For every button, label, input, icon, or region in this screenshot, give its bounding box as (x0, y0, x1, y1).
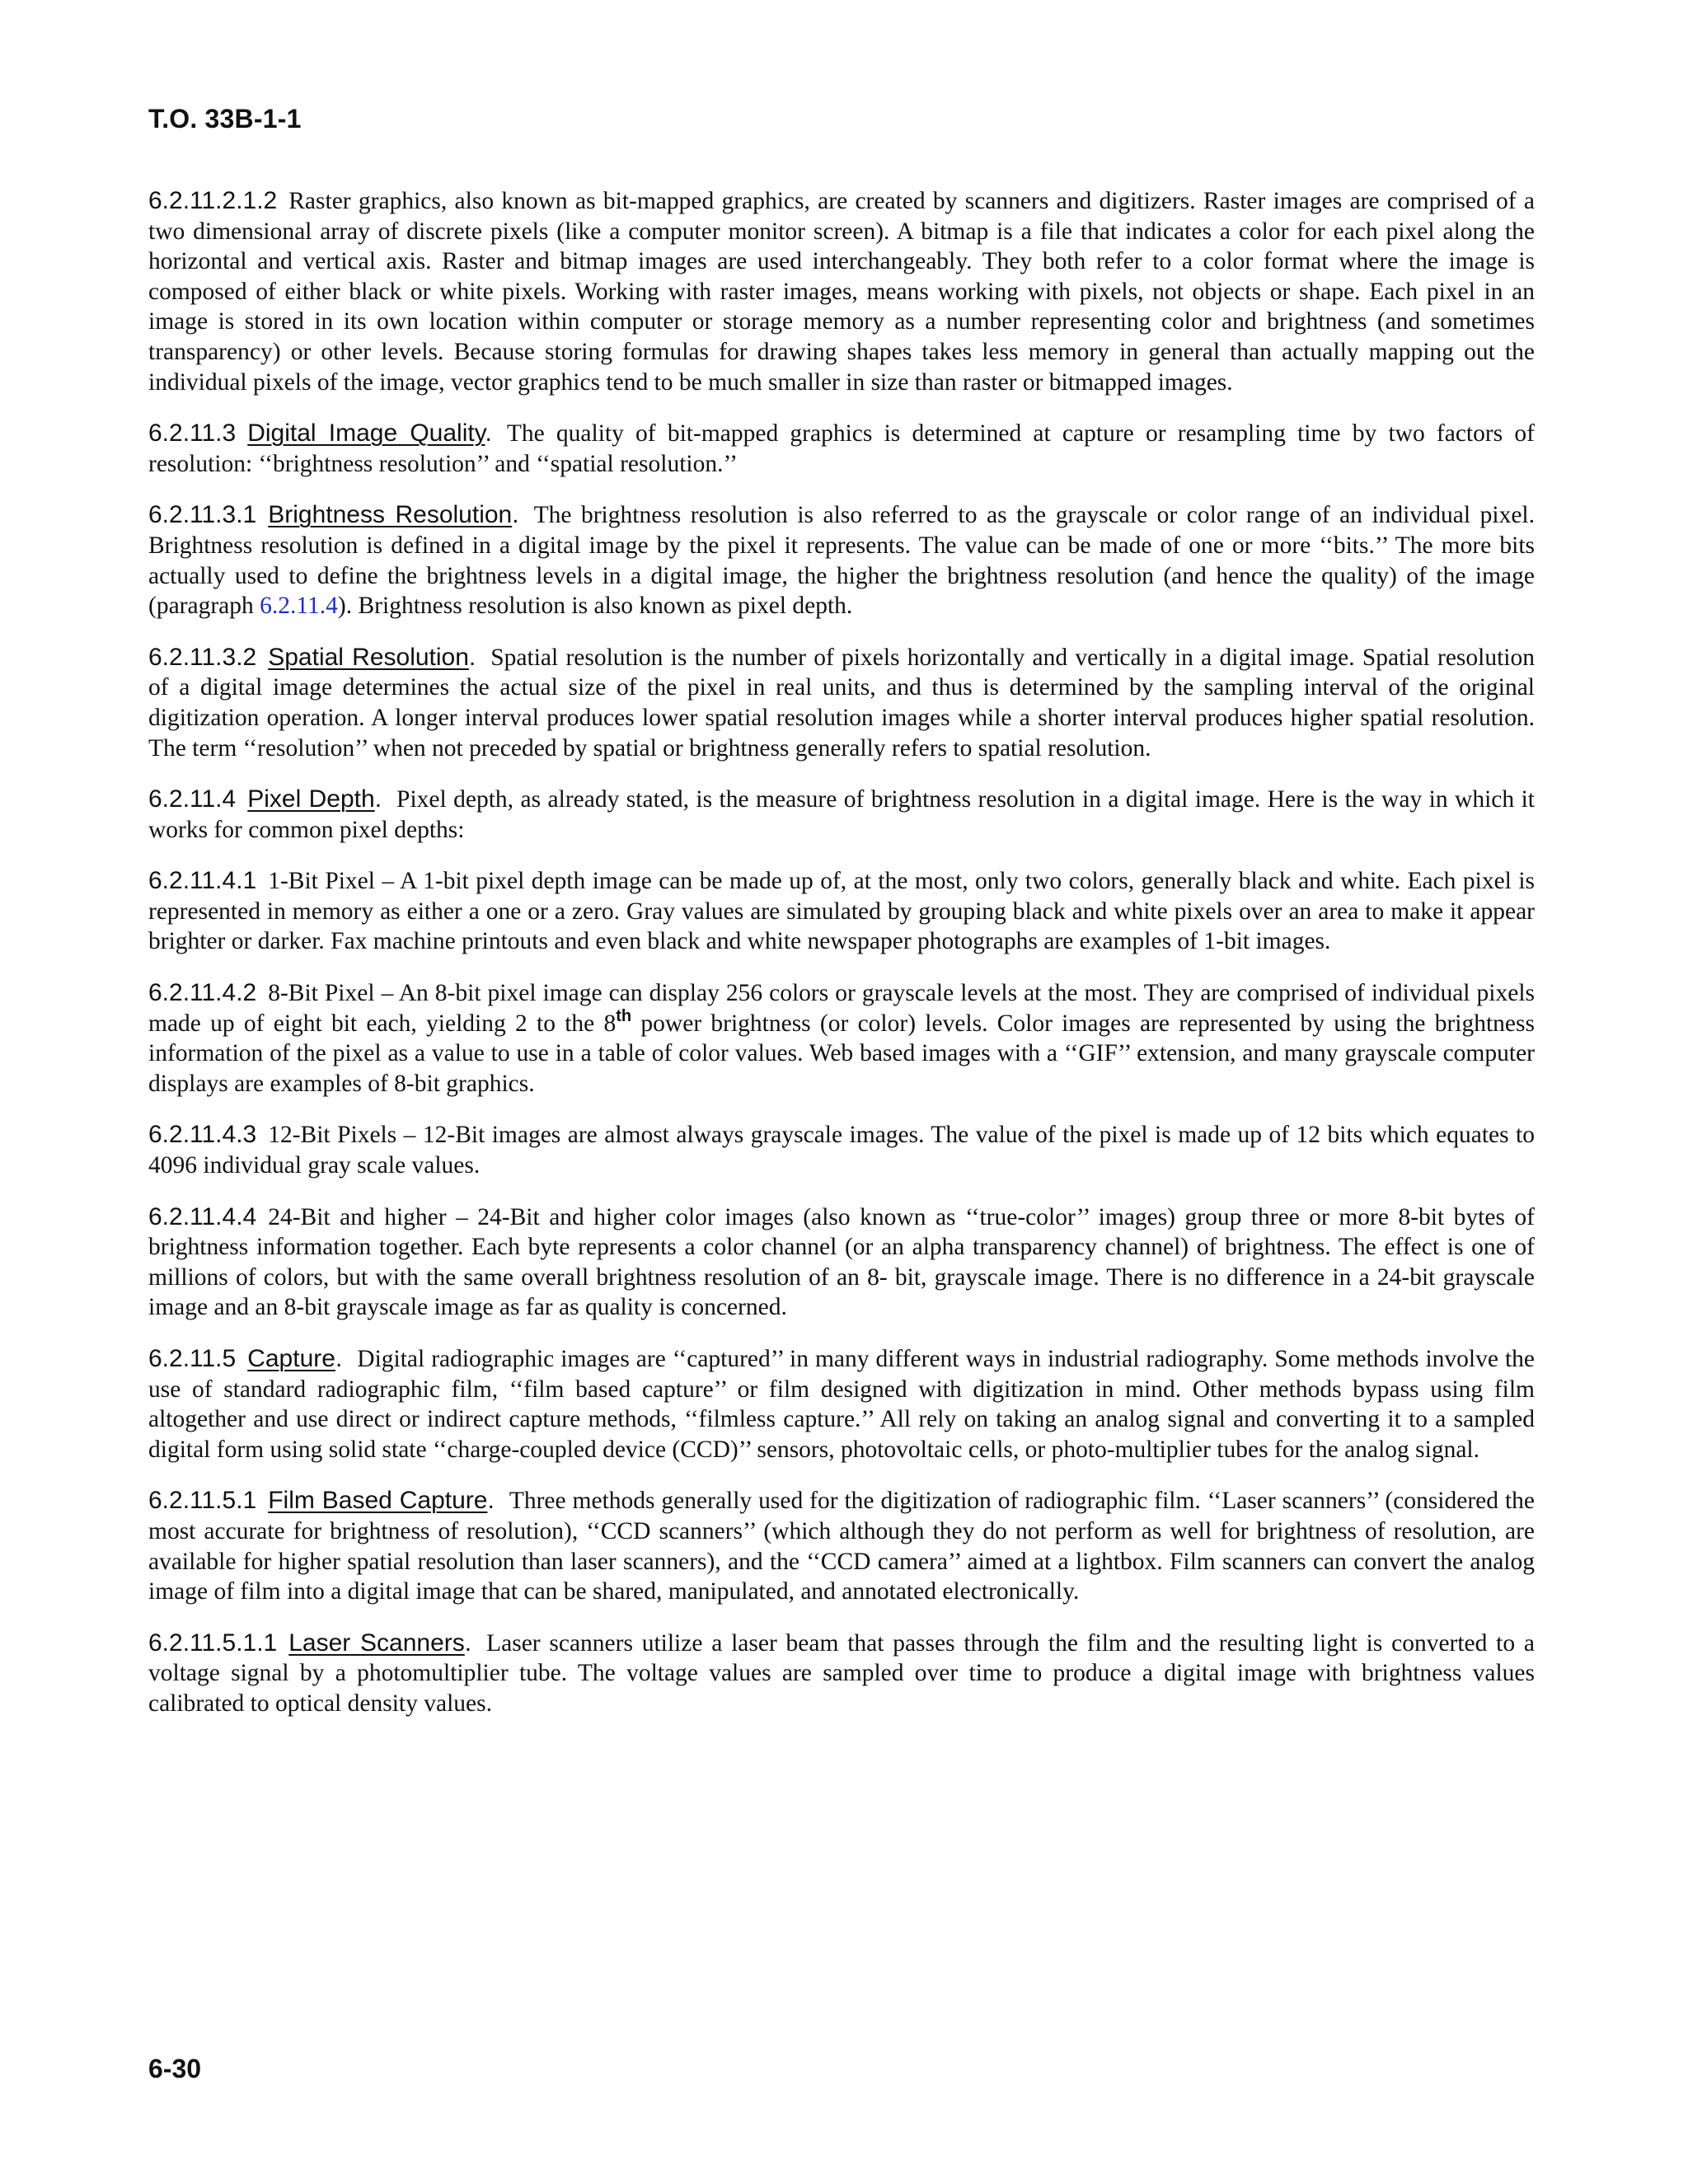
paragraph-number: 6.2.11.4.3 (148, 1121, 257, 1149)
paragraph-title: Digital Image Quality (247, 419, 485, 448)
paragraph-text: Laser scanners utilize a laser beam that passes through the film and the resulting light is converted to a voltage signal by a photomultiplier tube. The voltage values are sampled over time to produce a digital image with brightness values calibrated to optical density values. (148, 1629, 1535, 1717)
paragraph-text: 8-Bit Pixel – An 8-bit pixel image can display 256 colors or grayscale levels at the most. They are comprised of individual pixels made up of eight bit each, yielding 2 to the 8 (148, 980, 1535, 1037)
paragraph-title: Capture (247, 1345, 335, 1372)
page-body (148, 186, 1535, 1741)
paragraph-number: 6.2.11.4.2 (148, 979, 257, 1007)
paragraph-6-2-11-5-1-1 (148, 1629, 1535, 1719)
paragraph-text: Spatial resolution is the number of pixels horizontally and vertically in a digital image. Spatial resolution of a digital image determines the actual size of the pixel in real units, and thus is determined by the sampling interval of the original digitization operation. A longer interval produces lower spatial resolution images while a shorter interval produces higher spatial resolution. The term ‘‘resolution’’ when not preceded by spatial or brightness generally refers to spatial resolution. (148, 644, 1535, 762)
paragraph-6-2-11-5 (148, 1344, 1535, 1465)
title-period: . (487, 1487, 495, 1515)
paragraph-title: Brightness Resolution (268, 501, 513, 529)
paragraph-title: Spatial Resolution (268, 643, 469, 671)
title-period: . (485, 419, 492, 448)
paragraph-number: 6.2.11.3.1 (148, 501, 257, 529)
paragraph-6-2-11-4-3 (148, 1120, 1535, 1180)
paragraph-text: Digital radiographic images are ‘‘captured’’ in many different ways in industrial radiography. Some methods involve the use of standard radiographic film, ‘‘film based capture’’ or film designed with digitization in mind. Other methods bypass using film altogether and use direct or indirect capture methods, ‘‘filmless capture.’’ All rely on taking an analog signal and converting it to a sampled digital form using solid state ‘‘charge-coupled device (CCD)’’ sensors, photovoltaic cells, or photo-multiplier tubes for the analog signal. (148, 1346, 1535, 1463)
title-period: . (464, 1629, 472, 1657)
paragraph-number: 6.2.11.3.2 (148, 643, 257, 671)
paragraph-number: 6.2.11.4.1 (148, 867, 257, 895)
paragraph-6-2-11-4-4 (148, 1202, 1535, 1323)
paragraph-number: 6.2.11.5 (148, 1345, 237, 1372)
paragraph-text: 12-Bit Pixels – 12-Bit images are almost always grayscale images. The value of the pixel is made up of 12 bits which equates to 4096 individual gray scale values. (148, 1122, 1535, 1179)
paragraph-title: Laser Scanners (288, 1629, 465, 1657)
paragraph-title: Pixel Depth (247, 785, 375, 813)
paragraph-text: Three methods generally used for the digitization of radiographic film. ‘‘Laser scanners’’ (considered the most accurate for brightness of resolution), ‘‘CCD scanners’’ (which although they do not perform as well for brightness of resolution, are available for higher spatial resolution than laser scanners), and the ‘‘CCD camera’’ aimed at a lightbox. Film scanners can convert the analog image of film into a digital image that can be shared, manipulated, and annotated electronically. (148, 1488, 1535, 1605)
title-period: . (335, 1345, 343, 1372)
paragraph-number: 6.2.11.2.1.2 (148, 187, 278, 214)
paragraph-6-2-11-3-1 (148, 500, 1535, 621)
paragraph-text: 1-Bit Pixel – A 1-bit pixel depth image can be made up of, at the most, only two colors, generally black and white. Each pixel is represented in memory as either a one or a zero. Gray values are simulated by grouping black and white pixels over an area to make it appear brighter or darker. Fax machine printouts and even black and white newspaper photographs are examples of 1-bit images. (148, 868, 1535, 955)
page-footer-number: 6-30 (148, 2054, 202, 2083)
paragraph-number: 6.2.11.3 (148, 419, 237, 448)
paragraph-text: 24-Bit and higher – 24-Bit and higher color images (also known as ‘‘true-color’’ images) group three or more 8-bit bytes of brightness information together. Each byte represents a color channel (or an alpha transparency channel) of brightness. The effect is one of millions of colors, but with the same overall brightness resolution of an 8- bit, grayscale image. There is no difference in a 24-bit grayscale image and an 8-bit grayscale image as far as quality is concerned. (148, 1203, 1535, 1321)
title-period: . (374, 785, 382, 813)
paragraph-text: Raster graphics, also known as bit-mapped graphics, are created by scanners and digitizers. Raster images are comprised of a two dimensional array of discrete pixels (like a computer monitor screen). A bitmap is a file that indicates a color for each pixel along the horizontal and vertical axis. Raster and bitmap images are used interchangeably. They both refer to a color format where the image is composed of either black or white pixels. Working with raster images, means working with pixels, not objects or shape. Each pixel in an image is stored in its own location within computer or storage memory as a number representing color and brightness (and sometimes transparency) or other levels. Because storing formulas for drawing shapes takes less memory in general than actually mapping out the individual pixels of the image, vector graphics tend to be much smaller in size than raster or bitmapped images. (148, 188, 1535, 396)
paragraph-text: Pixel depth, as already stated, is the measure of brightness resolution in a digital image. Here is the way in which it works for common pixel depths: (148, 786, 1535, 843)
paragraph-text-continued: ). Brightness resolution is also known as pixel depth. (337, 593, 853, 620)
paragraph-6-2-11-2-1-2 (148, 186, 1535, 397)
title-period: . (512, 501, 519, 529)
paragraph-text: The brightness resolution is also referred to as the grayscale or color range of an individual pixel. Brightness resolution is defined in a digital image by the pixel it represents. The value can be made of one or more ‘‘bits.’’ The more bits actually used to define the brightness levels in a digital image, the higher the brightness resolution (and hence the quality) of the image (paragraph (148, 502, 1535, 620)
paragraph-number: 6.2.11.4 (148, 785, 237, 813)
page-header-doc-id: T.O. 33B-1-1 (148, 104, 302, 134)
paragraph-number: 6.2.11.5.1 (148, 1487, 257, 1515)
paragraph-text-continued: power brightness (or color) levels. Color images are represented by using the brightness information of the pixel as a value to use in a table of color values. Web based images with a ‘‘GIF’’ extension, and many grayscale computer displays are examples of 8-bit graphics. (148, 1010, 1535, 1097)
paragraph-6-2-11-3-2 (148, 643, 1535, 763)
paragraph-6-2-11-4-2 (148, 978, 1535, 1099)
paragraph-6-2-11-4-1 (148, 866, 1535, 957)
superscript-th: th (616, 1006, 632, 1025)
paragraph-6-2-11-3 (148, 419, 1535, 479)
paragraph-number: 6.2.11.5.1.1 (148, 1629, 278, 1657)
paragraph-title: Film Based Capture (268, 1487, 488, 1515)
paragraph-6-2-11-4 (148, 785, 1535, 845)
paragraph-6-2-11-5-1 (148, 1486, 1535, 1606)
title-period: . (468, 643, 476, 671)
paragraph-text: The quality of bit-mapped graphics is determined at capture or resampling time by two factors of resolution: ‘‘brightness resolution’’ and ‘‘spatial resolution.’’ (148, 420, 1535, 477)
paragraph-reference-link[interactable]: 6.2.11.4 (260, 593, 338, 620)
paragraph-number: 6.2.11.4.4 (148, 1202, 257, 1230)
